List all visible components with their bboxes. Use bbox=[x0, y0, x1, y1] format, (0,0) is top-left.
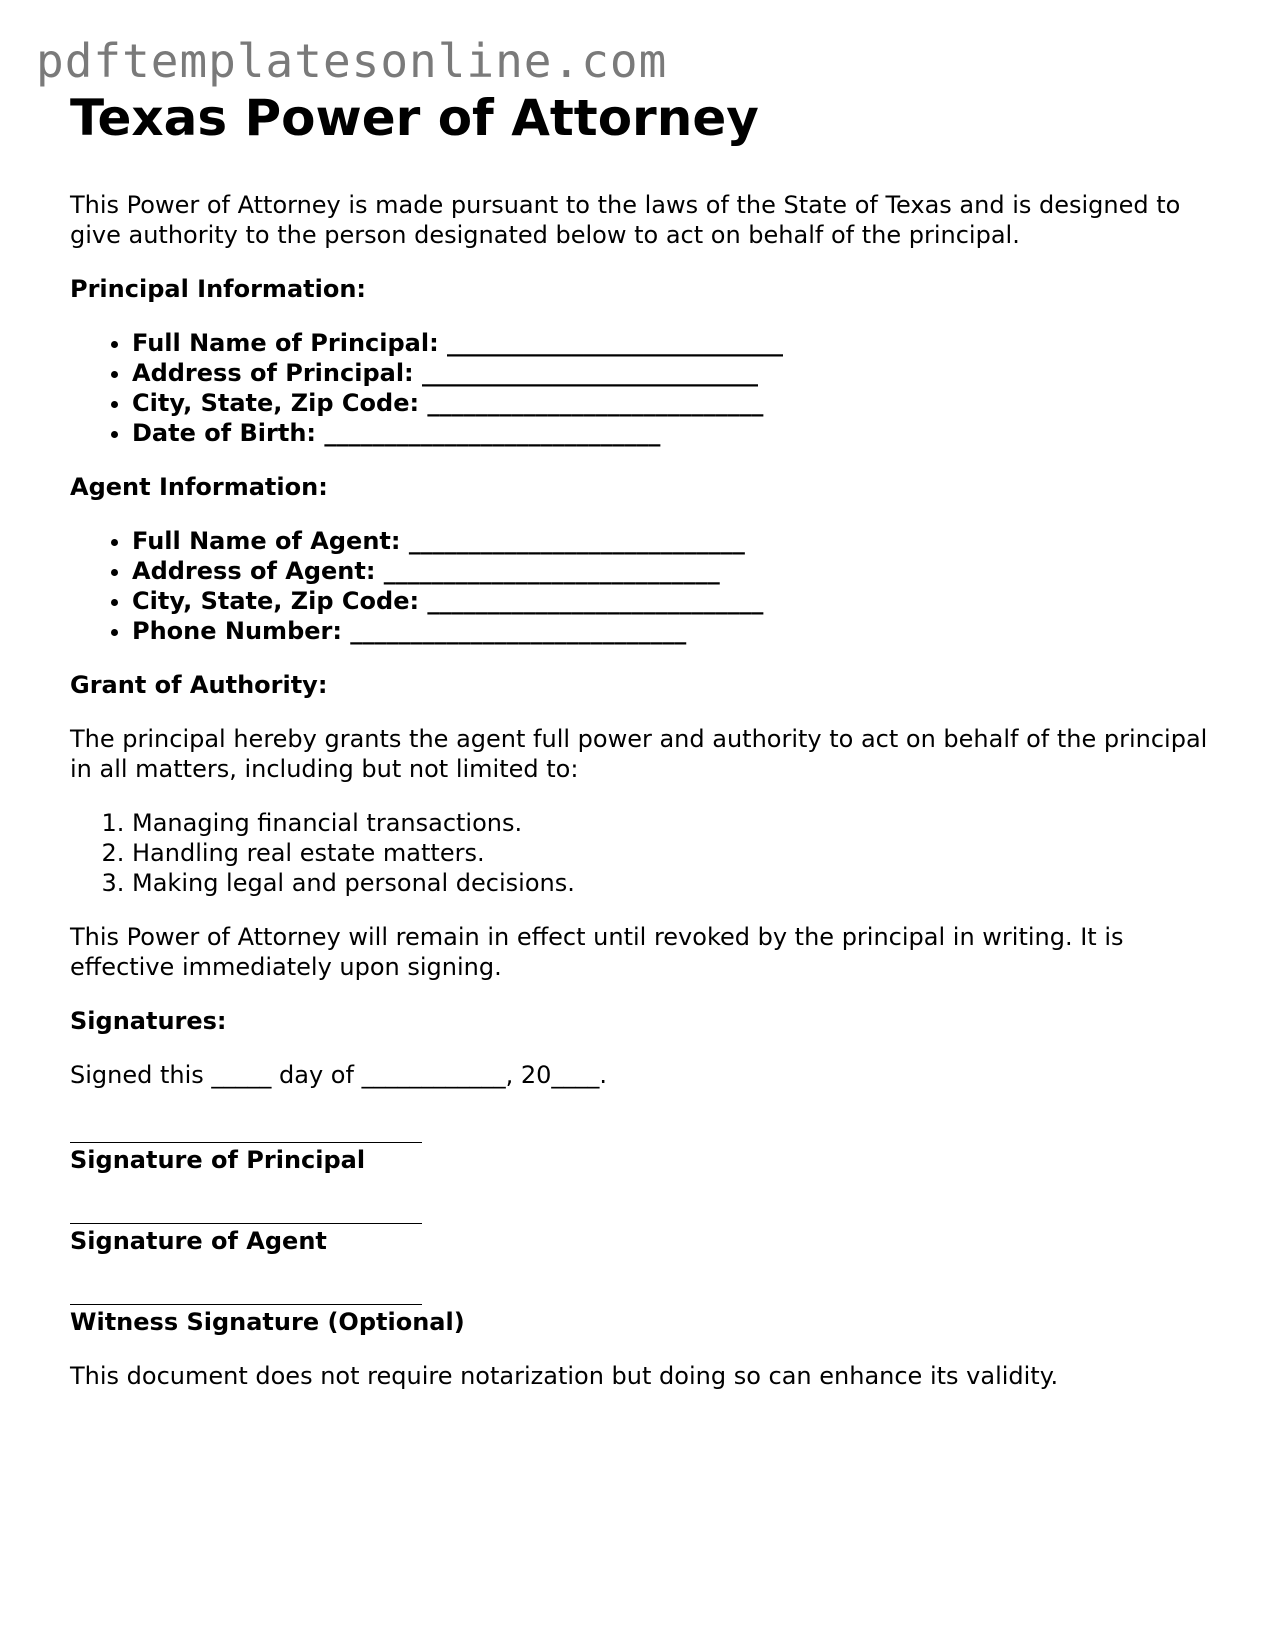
agent-city-state-zip-field: • City, State, Zip Code: ____________________________ bbox=[132, 586, 1220, 616]
witness-signature-block bbox=[70, 1282, 1220, 1337]
principal-signature-line bbox=[70, 1120, 422, 1143]
document-title: Texas Power of Attorney bbox=[70, 89, 759, 147]
agent-fields-list bbox=[70, 526, 1220, 646]
witness-signature-label: Witness Signature (Optional) bbox=[70, 1308, 465, 1336]
power-item: 2. Handling real estate matters. bbox=[132, 838, 1220, 868]
principal-full-name-field: • Full Name of Principal: ____________________________ bbox=[132, 328, 1220, 358]
agent-signature-label: Signature of Agent bbox=[70, 1227, 327, 1255]
principal-signature-block bbox=[70, 1120, 1220, 1175]
agent-signature-line bbox=[70, 1201, 422, 1224]
agent-phone-number-field: • Phone Number: ____________________________ bbox=[132, 616, 1220, 646]
principal-city-state-zip-field: • City, State, Zip Code: ____________________________ bbox=[132, 388, 1220, 418]
principal-fields-list bbox=[70, 328, 1220, 448]
powers-list bbox=[70, 808, 1220, 898]
agent-heading: Agent Information: bbox=[70, 473, 328, 501]
signatures-heading: Signatures: bbox=[70, 1007, 227, 1035]
principal-heading: Principal Information: bbox=[70, 275, 367, 303]
principal-date-of-birth-field: • Date of Birth: ____________________________ bbox=[132, 418, 1220, 448]
agent-address-field: • Address of Agent: ____________________________ bbox=[132, 556, 1220, 586]
intro-paragraph: This Power of Attorney is made pursuant to the laws of the State of Texas and is designed to give authority to the person designated below to act on behalf of the principal. bbox=[70, 191, 1181, 249]
witness-signature-line bbox=[70, 1282, 422, 1305]
signed-date-line: Signed this _____ day of ____________, 20____. bbox=[70, 1061, 607, 1089]
notarization-note: This document does not require notarization but doing so can enhance its validity. bbox=[70, 1362, 1059, 1390]
document-page bbox=[70, 88, 1220, 1391]
principal-address-field: • Address of Principal: ____________________________ bbox=[132, 358, 1220, 388]
principal-signature-label: Signature of Principal bbox=[70, 1146, 366, 1174]
power-item: 3. Making legal and personal decisions. bbox=[132, 868, 1220, 898]
agent-signature-block bbox=[70, 1201, 1220, 1256]
power-item: 1. Managing financial transactions. bbox=[132, 808, 1220, 838]
watermark: pdftemplatesonline.com bbox=[36, 34, 668, 88]
agent-full-name-field: • Full Name of Agent: ____________________________ bbox=[132, 526, 1220, 556]
effect-paragraph: This Power of Attorney will remain in effect until revoked by the principal in writing. It is effective immediately upon signing. bbox=[70, 923, 1124, 981]
grant-paragraph: The principal hereby grants the agent full power and authority to act on behalf of the principal in all matters, including but not limited to: bbox=[70, 725, 1208, 783]
grant-heading: Grant of Authority: bbox=[70, 671, 328, 699]
